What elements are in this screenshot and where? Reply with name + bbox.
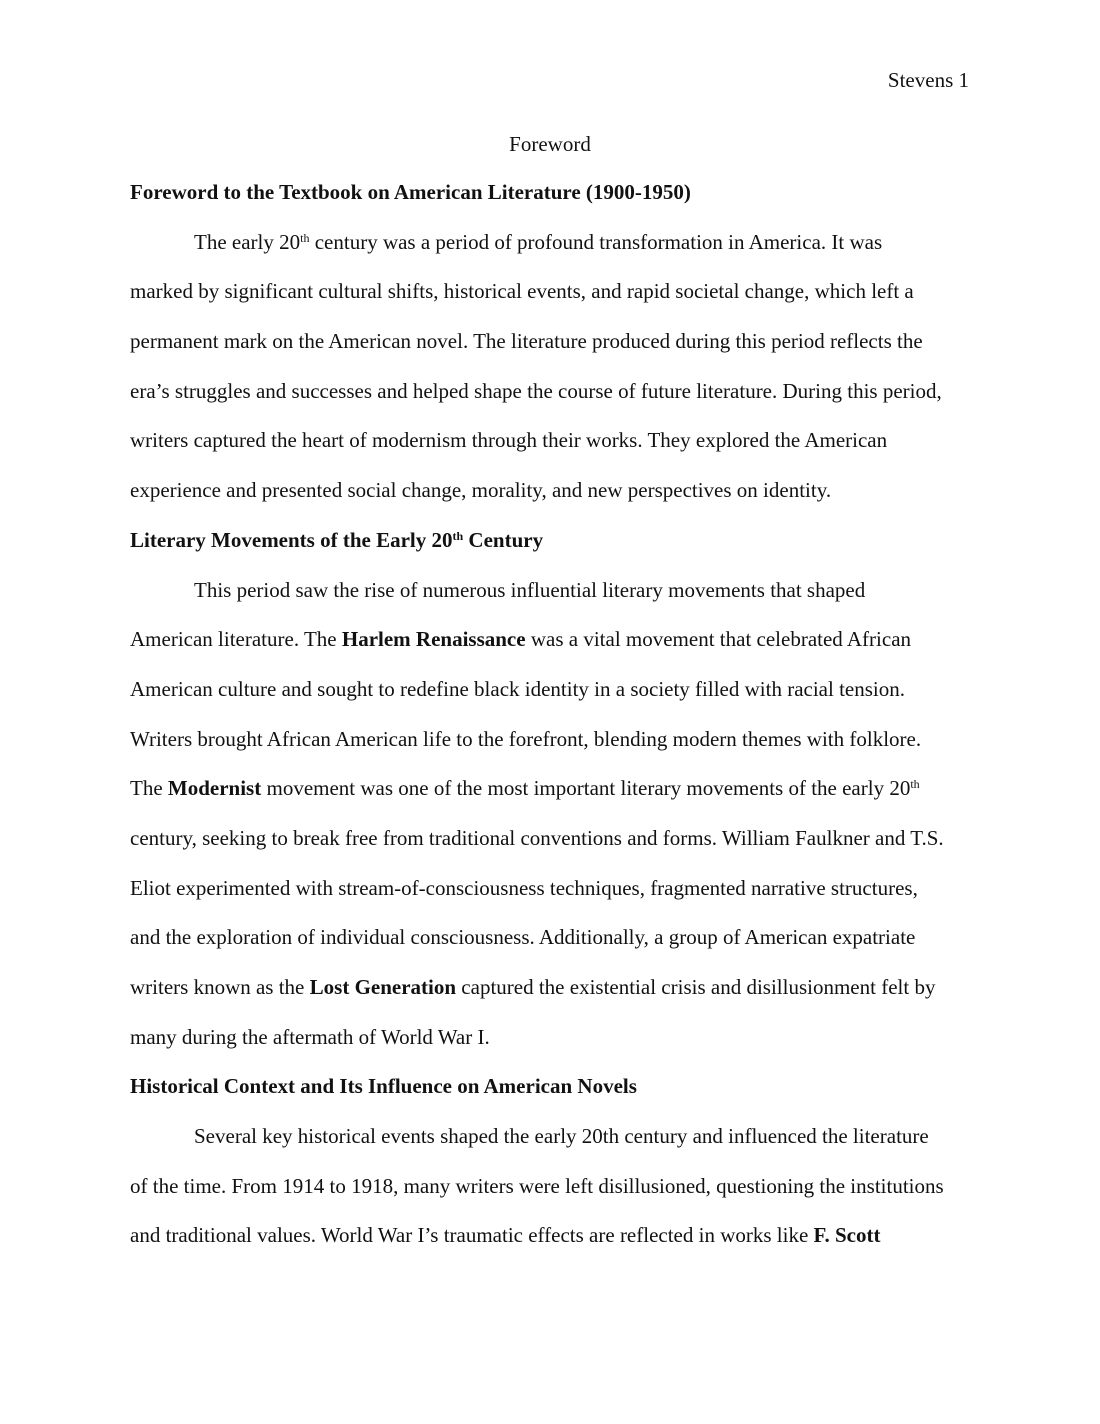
bold-term: Lost Generation [309, 975, 457, 999]
text-line [130, 764, 970, 814]
document-body [130, 168, 970, 1261]
text-line [130, 466, 970, 516]
superscript: th [452, 528, 464, 543]
text-line [130, 864, 970, 914]
text-line [130, 1162, 970, 1212]
text-line [130, 814, 970, 864]
text-run: The [130, 776, 168, 801]
text-run: experience and presented social change, morality, and new perspectives on identity. [130, 478, 832, 503]
section-heading [130, 516, 970, 566]
text-run: of the time. From 1914 to 1918, many writers were left disillusioned, questioning the institutions [130, 1173, 944, 1198]
text-line [130, 1211, 970, 1261]
text-line [130, 963, 970, 1013]
section-heading-text: Historical Context and Its Influence on American Novels [130, 1074, 637, 1099]
text-line [130, 715, 970, 765]
superscript: th [300, 230, 310, 245]
text-run: Several key historical events shaped the early 20th century and influenced the literature [194, 1124, 929, 1149]
section-heading [130, 1062, 970, 1112]
text-line [130, 218, 970, 268]
text-run: American literature. The [130, 627, 342, 652]
text-run: Writers brought African American life to the forefront, blending modern themes with folklore. [130, 726, 922, 751]
paragraph [130, 218, 970, 516]
text-line [130, 1013, 970, 1063]
bold-term: F. Scott [813, 1223, 881, 1248]
text-run: was a vital movement that celebrated African [525, 627, 912, 652]
text-line [130, 317, 970, 367]
section-heading-text: Literary Movements of the Early 20 [130, 527, 453, 552]
text-run: writers captured the heart of modernism through their works. They explored the American [130, 428, 888, 453]
text-run: movement was one of the most important literary movements of the early 20 [261, 776, 911, 801]
section-heading-text: Century [463, 527, 544, 552]
text-run: writers known as the [130, 975, 310, 999]
text-run: Eliot experimented with stream-of-consciousness techniques, fragmented narrative structures, [130, 875, 918, 900]
text-run: century was a period of profound transformation in America. It was [309, 229, 883, 254]
document-title: Foreword [509, 132, 591, 156]
text-run: captured the existential crisis and disillusionment felt by [456, 975, 936, 999]
text-run: The early 20 [194, 229, 301, 254]
text-run: American culture and sought to redefine black identity in a society filled with racial tension. [130, 676, 906, 701]
bold-term: Harlem Renaissance [341, 627, 526, 652]
text-line [130, 416, 970, 466]
text-run: and the exploration of individual consciousness. Additionally, a group of American expatriate [130, 925, 916, 950]
text-run: marked by significant cultural shifts, historical events, and rapid societal change, which left a [130, 279, 914, 304]
text-line [130, 615, 970, 665]
bold-term: Modernist [167, 776, 262, 801]
text-line [130, 566, 970, 616]
text-run: This period saw the rise of numerous influential literary movements that shaped [194, 577, 866, 602]
paragraph [130, 566, 970, 1063]
text-run: permanent mark on the American novel. The literature produced during this period reflects the [130, 329, 923, 354]
paragraph [130, 1112, 970, 1261]
text-run: and traditional values. World War I’s traumatic effects are reflected in works like [130, 1223, 814, 1248]
text-run: era’s struggles and successes and helped shape the course of future literature. During this period, [130, 378, 942, 403]
text-run: century, seeking to break free from traditional conventions and forms. William Faulkner and T.S. [130, 825, 944, 850]
text-line [130, 665, 970, 715]
section-heading-text: Foreword to the Textbook on American Literature (1900-1950) [130, 180, 691, 204]
text-line [130, 913, 970, 963]
text-line [130, 1112, 970, 1162]
text-run: many during the aftermath of World War I. [130, 1024, 490, 1049]
text-line [130, 267, 970, 317]
running-head: Stevens 1 [887, 68, 969, 92]
text-line [130, 367, 970, 417]
section-heading [130, 168, 970, 218]
superscript: th [910, 777, 920, 792]
